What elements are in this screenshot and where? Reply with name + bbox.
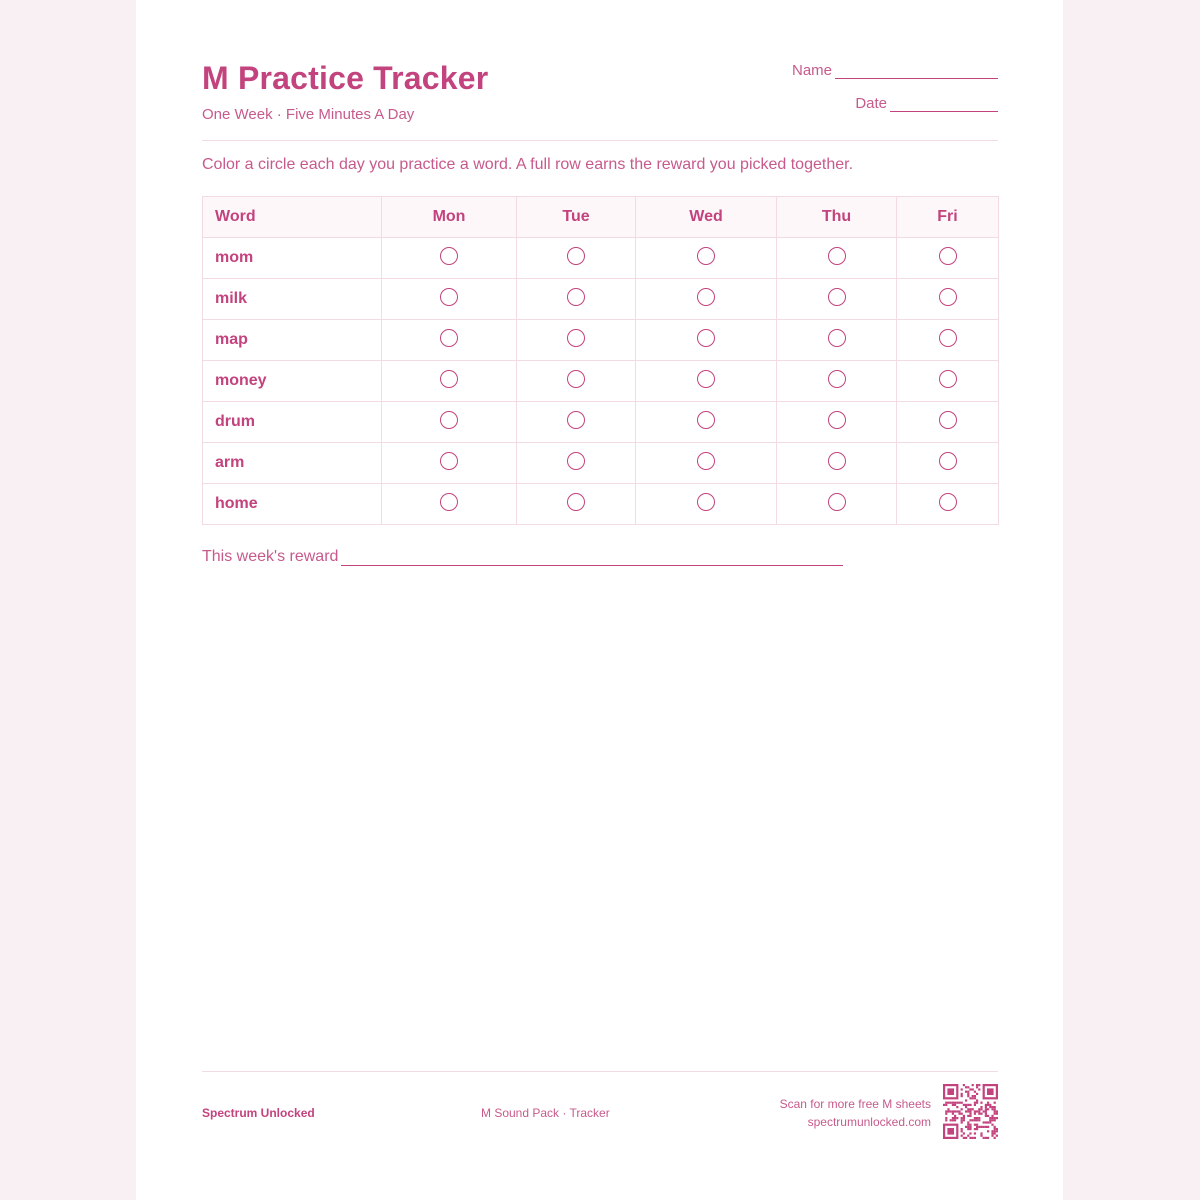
practice-circle-icon[interactable]: [828, 452, 846, 470]
day-cell: [636, 402, 777, 443]
practice-circle-icon[interactable]: [567, 370, 585, 388]
day-cell: [382, 279, 517, 320]
day-cell: [777, 320, 897, 361]
day-cell: [897, 484, 999, 525]
table-row: [203, 402, 999, 443]
practice-circle-icon[interactable]: [440, 411, 458, 429]
day-cell: [636, 238, 777, 279]
day-cell: [517, 238, 636, 279]
footer-divider: [202, 1071, 998, 1072]
practice-circle-icon[interactable]: [939, 370, 957, 388]
reward-label: This week's reward: [202, 548, 339, 565]
word-cell: home: [203, 484, 382, 525]
practice-circle-icon[interactable]: [828, 247, 846, 265]
table-row: [203, 361, 999, 402]
table-header-row: [203, 197, 999, 238]
day-cell: [897, 279, 999, 320]
practice-circle-icon[interactable]: [828, 329, 846, 347]
page-title: M Practice Tracker: [202, 60, 489, 96]
reward-field[interactable]: [202, 548, 843, 566]
word-cell: mom: [203, 238, 382, 279]
column-header-thu: Thu: [777, 197, 897, 238]
day-cell: [777, 484, 897, 525]
name-line[interactable]: [835, 64, 998, 79]
day-cell: [636, 361, 777, 402]
practice-circle-icon[interactable]: [939, 452, 957, 470]
table-row: [203, 443, 999, 484]
practice-circle-icon[interactable]: [939, 288, 957, 306]
day-cell: [777, 279, 897, 320]
date-field[interactable]: [855, 95, 998, 112]
day-cell: [897, 238, 999, 279]
worksheet-page: [136, 0, 1063, 1200]
day-cell: [382, 443, 517, 484]
practice-circle-icon[interactable]: [939, 329, 957, 347]
practice-circle-icon[interactable]: [440, 452, 458, 470]
word-cell: arm: [203, 443, 382, 484]
practice-circle-icon[interactable]: [697, 411, 715, 429]
footer-url[interactable]: spectrumunlocked.com: [807, 1115, 931, 1129]
practice-table: [202, 196, 999, 525]
day-cell: [777, 443, 897, 484]
day-cell: [382, 361, 517, 402]
day-cell: [636, 320, 777, 361]
practice-circle-icon[interactable]: [440, 329, 458, 347]
column-header-word: Word: [203, 197, 382, 238]
table-row: [203, 484, 999, 525]
practice-circle-icon[interactable]: [440, 370, 458, 388]
practice-circle-icon[interactable]: [828, 288, 846, 306]
day-cell: [777, 361, 897, 402]
instructions: Color a circle each day you practice a word. A full row earns the reward you picked together.: [202, 156, 854, 173]
day-cell: [517, 402, 636, 443]
date-line[interactable]: [890, 97, 998, 112]
day-cell: [777, 238, 897, 279]
practice-circle-icon[interactable]: [440, 493, 458, 511]
day-cell: [636, 443, 777, 484]
practice-circle-icon[interactable]: [697, 329, 715, 347]
practice-circle-icon[interactable]: [939, 247, 957, 265]
header-divider: [202, 140, 998, 141]
footer-scan-block: [780, 1095, 931, 1131]
day-cell: [897, 443, 999, 484]
word-cell: drum: [203, 402, 382, 443]
column-header-mon: Mon: [382, 197, 517, 238]
practice-circle-icon[interactable]: [697, 370, 715, 388]
table-row: [203, 238, 999, 279]
day-cell: [382, 320, 517, 361]
column-header-wed: Wed: [636, 197, 777, 238]
practice-circle-icon[interactable]: [939, 411, 957, 429]
practice-circle-icon[interactable]: [567, 452, 585, 470]
practice-circle-icon[interactable]: [828, 493, 846, 511]
table-row: [203, 279, 999, 320]
footer-brand: Spectrum Unlocked: [202, 1106, 315, 1120]
day-cell: [897, 320, 999, 361]
word-cell: money: [203, 361, 382, 402]
day-cell: [382, 238, 517, 279]
qr-code-icon[interactable]: [943, 1084, 998, 1139]
day-cell: [897, 402, 999, 443]
name-field[interactable]: [792, 62, 998, 79]
practice-circle-icon[interactable]: [828, 370, 846, 388]
day-cell: [897, 361, 999, 402]
practice-circle-icon[interactable]: [567, 493, 585, 511]
day-cell: [517, 320, 636, 361]
name-label: Name: [791, 62, 832, 79]
day-cell: [382, 484, 517, 525]
table-row: [203, 320, 999, 361]
practice-circle-icon[interactable]: [697, 452, 715, 470]
practice-circle-icon[interactable]: [567, 411, 585, 429]
day-cell: [517, 443, 636, 484]
table-body: [203, 238, 999, 525]
date-label: Date: [855, 95, 887, 112]
word-cell: map: [203, 320, 382, 361]
day-cell: [517, 279, 636, 320]
practice-circle-icon[interactable]: [440, 247, 458, 265]
day-cell: [636, 484, 777, 525]
practice-circle-icon[interactable]: [828, 411, 846, 429]
column-header-tue: Tue: [517, 197, 636, 238]
practice-circle-icon[interactable]: [697, 247, 715, 265]
day-cell: [636, 279, 777, 320]
column-header-fri: Fri: [897, 197, 999, 238]
practice-circle-icon[interactable]: [567, 247, 585, 265]
day-cell: [777, 402, 897, 443]
day-cell: [517, 361, 636, 402]
practice-circle-icon[interactable]: [567, 329, 585, 347]
practice-circle-icon[interactable]: [697, 493, 715, 511]
day-cell: [517, 484, 636, 525]
practice-circle-icon[interactable]: [939, 493, 957, 511]
practice-circle-icon[interactable]: [697, 288, 715, 306]
day-cell: [382, 402, 517, 443]
footer-scan-text: Scan for more free M sheets: [779, 1097, 931, 1111]
reward-line[interactable]: [341, 550, 843, 566]
practice-circle-icon[interactable]: [567, 288, 585, 306]
word-cell: milk: [203, 279, 382, 320]
practice-circle-icon[interactable]: [440, 288, 458, 306]
footer-pack-label: M Sound Pack · Tracker: [481, 1106, 610, 1120]
page-subtitle: One Week · Five Minutes A Day: [202, 106, 415, 123]
